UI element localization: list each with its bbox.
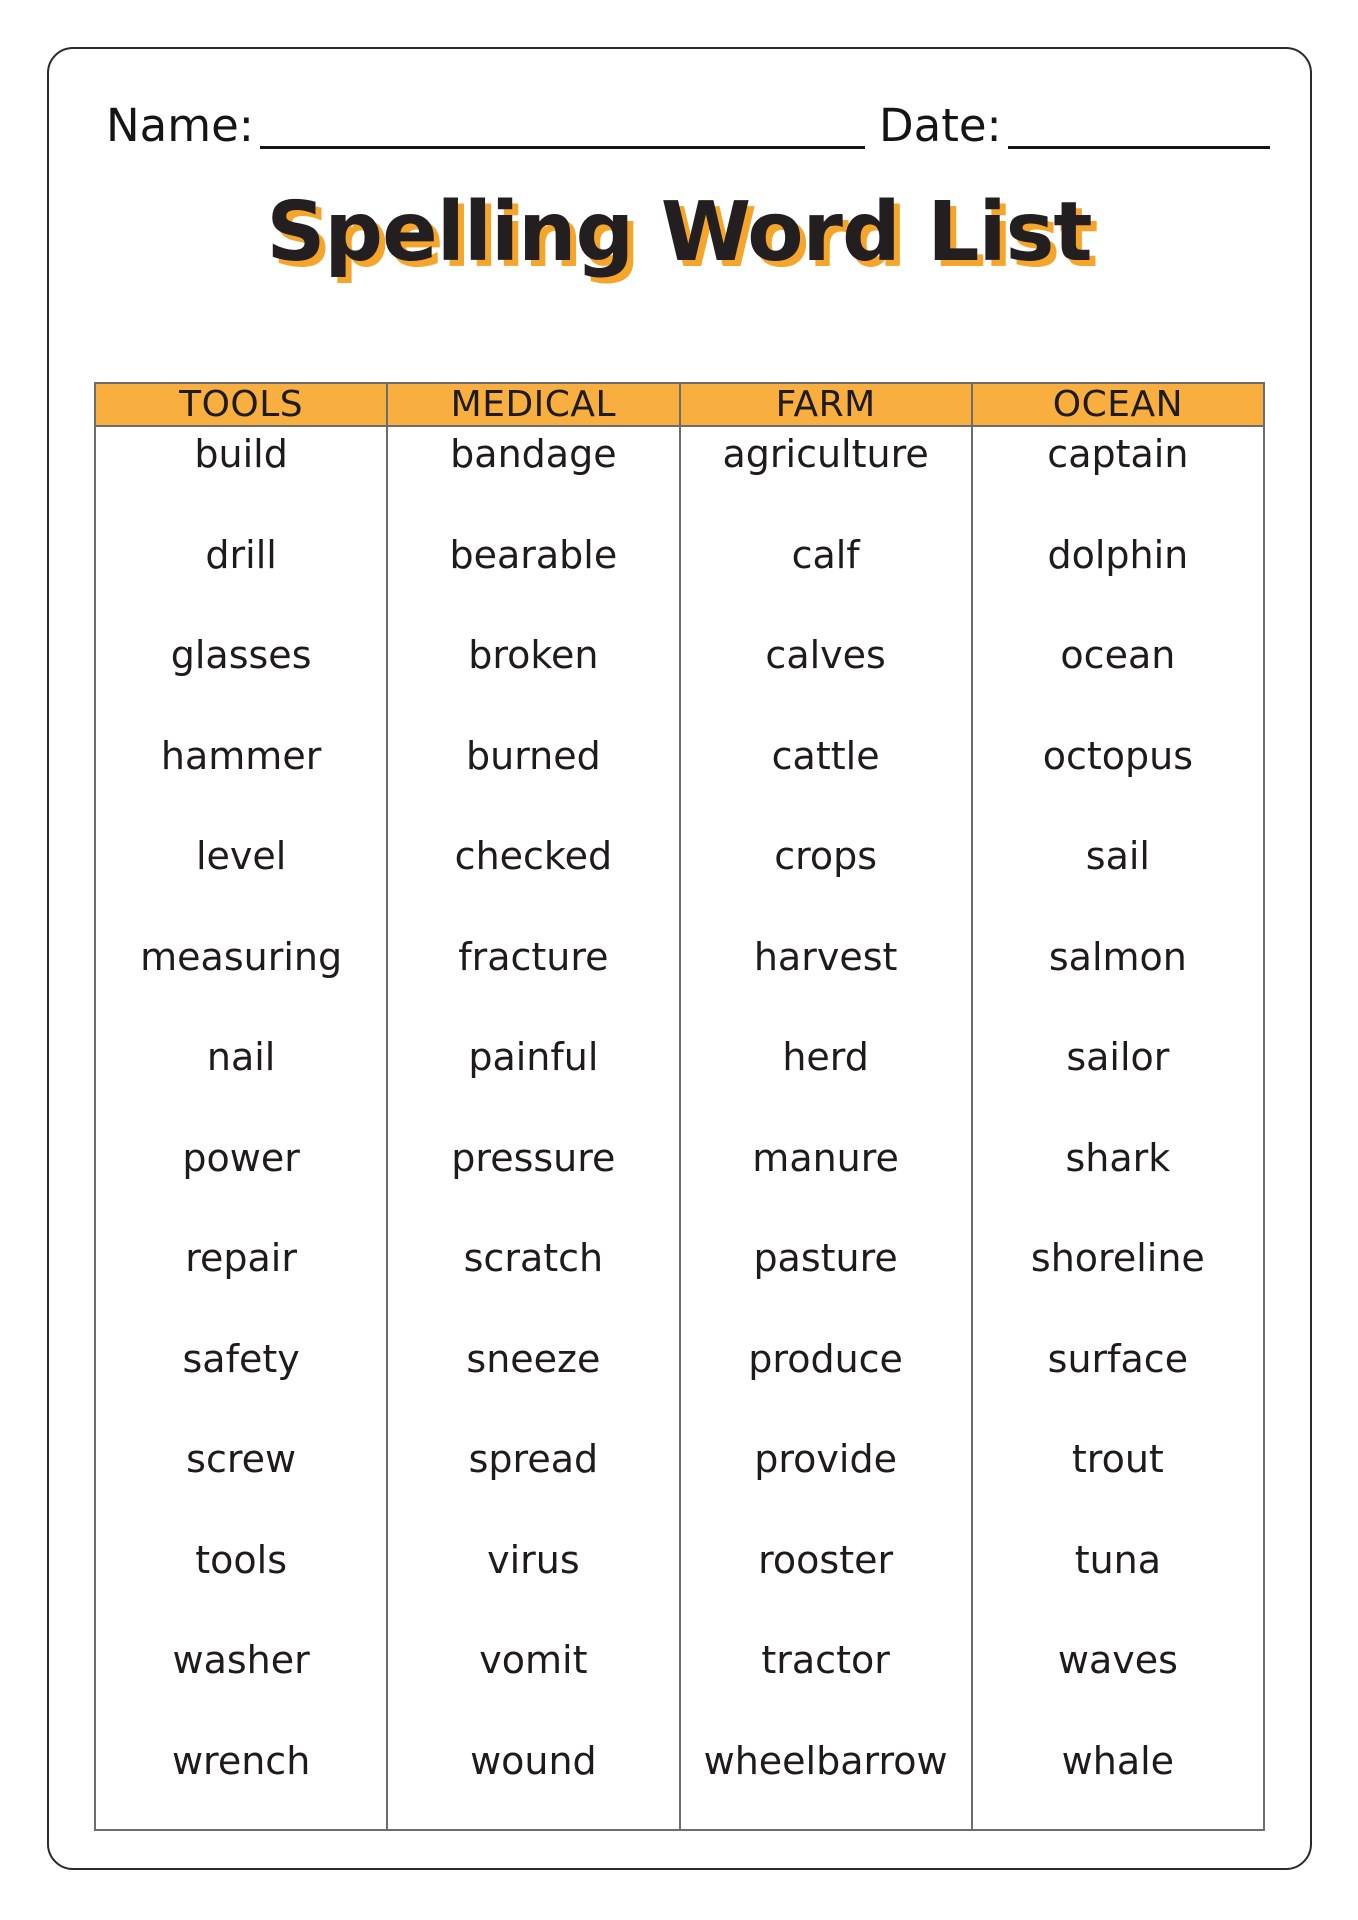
word-item: wrench [171,1738,311,1783]
column-header: OCEAN [973,384,1263,427]
word-item: salmon [1048,934,1187,979]
word-item: broken [468,633,599,677]
word-item: shark [1065,1135,1171,1180]
word-item: burned [466,733,601,778]
word-item: spread [468,1437,599,1481]
column-header: FARM [681,384,971,427]
word-item: virus [487,1537,580,1582]
word-item: ocean [1060,633,1176,677]
date-field[interactable] [879,100,1270,152]
word-item: scratch [463,1236,604,1280]
word-item: pressure [451,1135,616,1180]
word-item: hammer [160,733,322,778]
word-item: rooster [758,1537,894,1582]
word-item: build [194,432,288,476]
header-fields [106,100,1256,152]
word-item: washer [172,1638,310,1682]
word-list [973,427,1263,1836]
word-item: octopus [1042,733,1194,778]
word-item: dolphin [1047,532,1189,577]
column-header: MEDICAL [388,384,678,427]
word-item: repair [185,1236,297,1280]
name-field[interactable] [106,100,865,152]
word-item: tuna [1074,1537,1162,1582]
word-item: power [182,1135,300,1180]
word-column-medical [388,384,680,1829]
word-item: wound [470,1738,597,1783]
word-item: bearable [449,532,618,577]
word-item: fracture [458,934,609,979]
date-line[interactable] [1008,146,1270,149]
word-item: crops [774,834,878,878]
word-item: bandage [450,432,617,476]
word-item: tools [195,1537,287,1582]
word-item: level [195,834,287,878]
word-item: captain [1047,432,1189,476]
word-item: sailor [1066,1035,1170,1079]
date-label: Date: [879,99,1002,152]
word-item: sail [1085,834,1150,878]
word-item: cattle [771,733,880,778]
word-item: measuring [140,934,343,979]
column-header: TOOLS [96,384,386,427]
word-column-tools [96,384,388,1829]
word-item: tractor [761,1638,890,1682]
word-list [388,427,678,1836]
word-item: safety [182,1336,300,1381]
name-label: Name: [106,99,254,152]
word-item: produce [748,1336,903,1381]
word-item: calf [791,532,860,577]
spelling-word-table [94,382,1265,1831]
word-item: waves [1057,1638,1178,1682]
word-item: drill [205,532,277,577]
word-column-ocean [973,384,1263,1829]
word-item: shoreline [1030,1236,1205,1280]
word-item: manure [752,1135,899,1180]
word-item: provide [754,1437,897,1481]
name-line[interactable] [260,146,865,149]
word-item: trout [1071,1437,1164,1481]
word-list [681,427,971,1836]
word-item: wheelbarrow [703,1738,948,1783]
word-list [96,427,386,1836]
word-item: whale [1061,1738,1175,1783]
page-title: Spelling Word List [266,185,1092,280]
word-item: herd [782,1035,869,1079]
word-item: calves [765,633,886,677]
word-item: screw [186,1437,297,1481]
word-item: surface [1047,1336,1189,1381]
word-item: nail [206,1035,276,1079]
word-item: sneeze [466,1336,601,1381]
word-item: vomit [479,1638,588,1682]
word-item: harvest [753,934,898,979]
word-item: glasses [170,633,312,677]
word-column-farm [681,384,973,1829]
word-item: pasture [753,1236,898,1280]
word-item: agriculture [722,432,929,476]
word-item: painful [468,1035,599,1079]
word-item: checked [454,834,613,878]
